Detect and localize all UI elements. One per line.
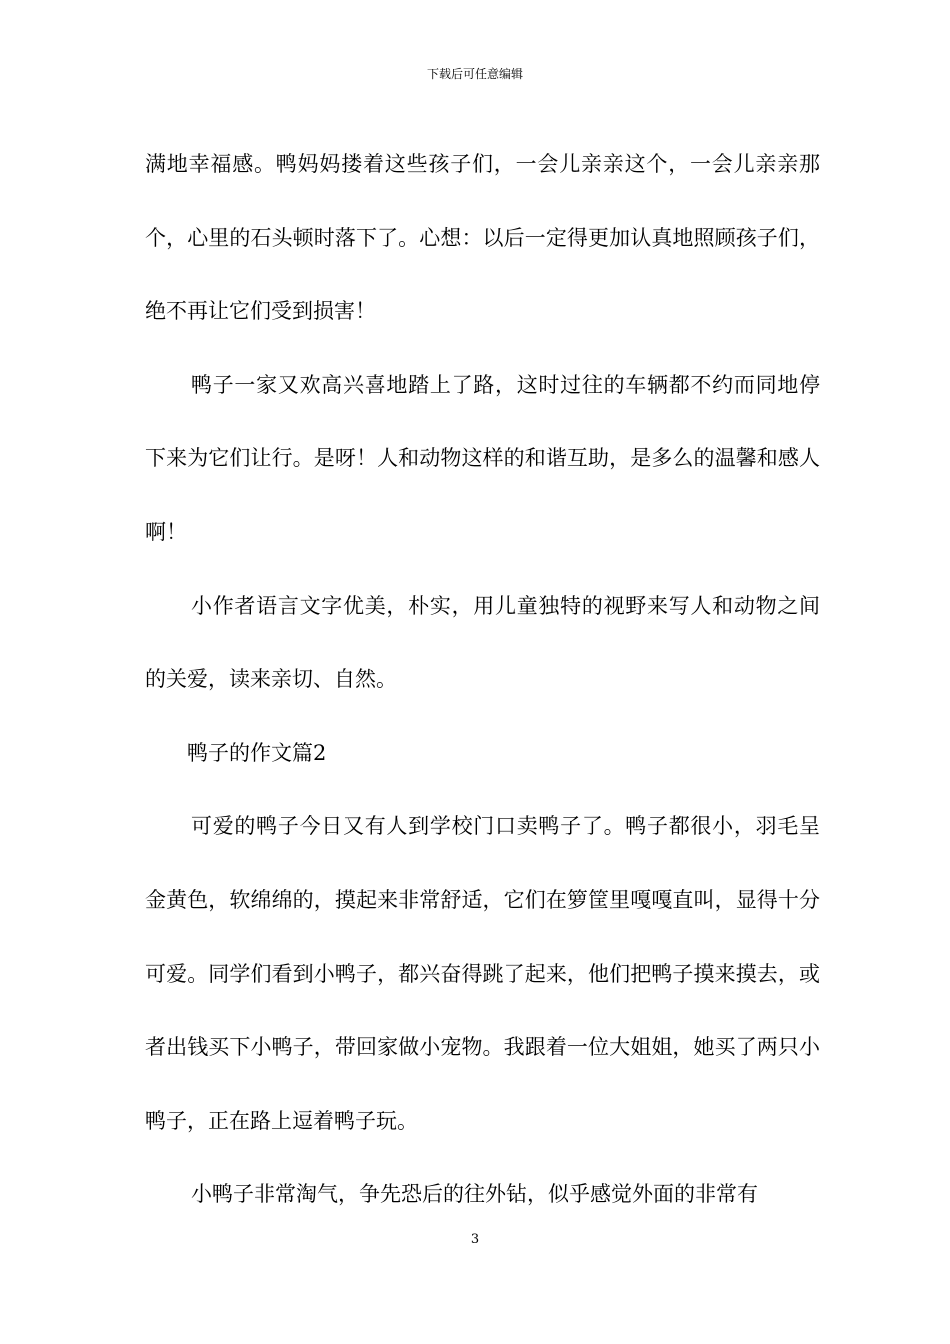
paragraph: 小鸭子非常淘气，争先恐后的往外钻，似乎感觉外面的非常有 [191,1182,758,1207]
paragraph: 小作者语言文字优美，朴实，用儿童独特的视野来写人和动物之间的关爱，读来亲切、自然。 [145,593,820,692]
paragraph-continued: 满地幸福感。鸭妈妈搂着这些孩子们，一会儿亲亲这个，一会儿亲亲那个，心里的石头顿时落下了。心想：以后一定得更加认真地照顾孩子们，绝不再让它们受到损害！ [145,152,820,324]
page-number: 3 [470,1232,480,1247]
paragraph: 可爱的鸭子今日又有人到学校门口卖鸭子了。鸭子都很小，羽毛呈金黄色，软绵绵的，摸起来非常舒适，它们在箩筐里嘎嘎直叫，显得十分可爱。同学们看到小鸭子，都兴奋得跳了起来，他们把鸭子摸来摸去，或者出钱买下小鸭子，带回家做小宠物。我跟着一位大姐姐，她买了两只小鸭子，正在路上逗着鸭子玩。 [145,814,820,1133]
paragraph: 鸭子一家又欢高兴喜地踏上了路，这时过往的车辆都不约而同地停下来为它们让行。是呀！人和动物这样的和谐互助，是多么的温馨和感人啊！ [145,372,820,544]
document-body [145,128,820,1232]
section-heading: 鸭子的作文篇2 [187,740,327,765]
page-header: 下载后可任意编辑 [426,67,523,81]
